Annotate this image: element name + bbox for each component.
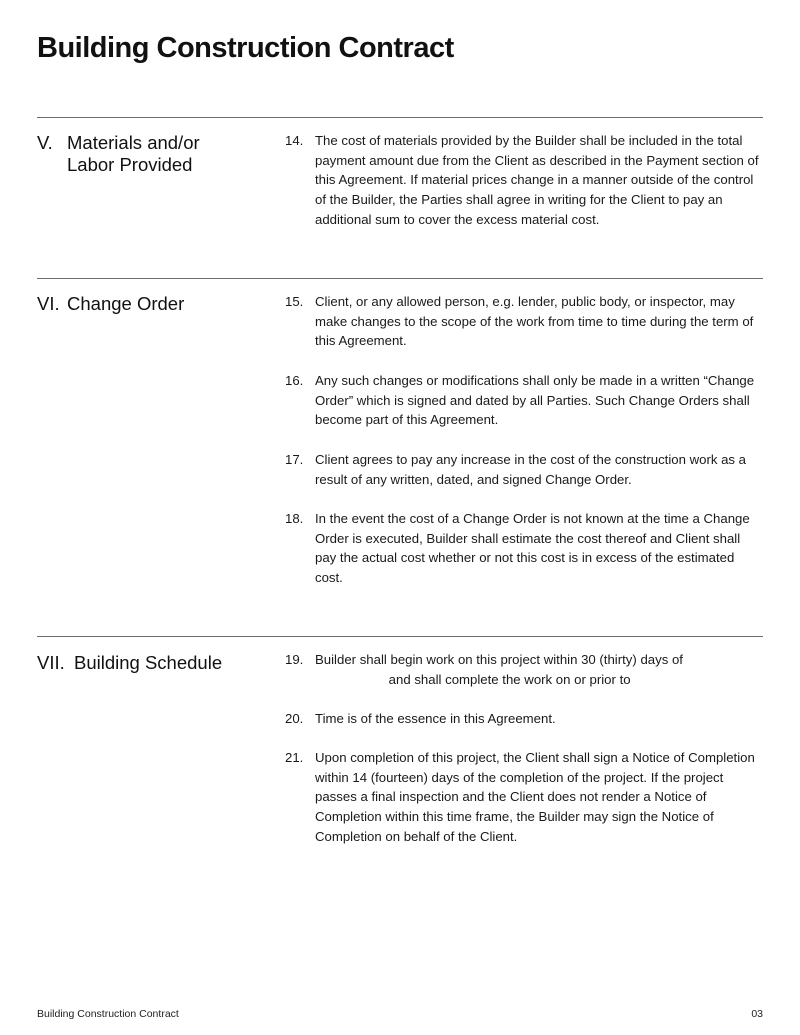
clause-20 [285,709,765,729]
clause-21 [285,748,765,847]
clause-16 [285,371,765,430]
clause-text [315,650,765,689]
date-blank[interactable] [315,683,385,684]
clause-text: In the event the cost of a Change Order is not known at the time a Change Order is executed, Builder shall estimate the cost thereof and Client shall pay the actual cost whether or not this cost is in excess of the estimated cost. [315,511,750,586]
clause-number: 19. [285,652,304,667]
section-numeral: V. [37,132,53,153]
clause-number: 20. [285,711,304,726]
section-title: Change Order [67,293,185,314]
document-title: Building Construction Contract [37,32,454,64]
section-heading-v [37,132,267,178]
clause-number: 17. [285,452,304,467]
clause-number: 18. [285,511,304,526]
clause-19 [285,650,765,689]
clause-number: 14. [285,133,304,148]
section-title: Building Schedule [74,652,223,673]
section-numeral: VI. [37,293,60,314]
clause-text: Client, or any allowed person, e.g. lender, public body, or inspector, may make changes to the scope of the work from time to time during the term of this Agreement. [315,294,754,349]
clause-text-line: Builder shall begin work on this project within 30 (thirty) days of [315,652,683,667]
clause-text: Client agrees to pay any increase in the cost of the construction work as a result of any written, dated, and signed Change Order. [315,452,747,487]
clause-text: The cost of materials provided by the Builder shall be included in the total payment amount due from the Client as described in the Payment section of this Agreement. If material prices change in a manner outside of the control of the Builder, the Parties shall agree in writing for the Client to pay an additional sum to cover the excess material cost. [315,133,759,227]
clause-number: 16. [285,373,304,388]
footer-page-number: 03 [751,1008,763,1020]
clause-text: Upon completion of this project, the Client shall sign a Notice of Completion within 14 (fourteen) days of the completion of the project. If the project passes a final inspection and the Client does not render a Notice of Completion within this time frame, the Builder may sign the Notice of Completion on behalf of the Client. [315,750,755,844]
section-numeral: VII. [37,652,65,673]
footer-document-title: Building Construction Contract [37,1008,179,1020]
clause-text: Time is of the essence in this Agreement. [315,711,556,726]
clause-18 [285,509,765,588]
clause-17 [285,450,765,489]
clause-14 [285,131,765,230]
section-divider [37,117,763,118]
clause-number: 15. [285,294,304,309]
section-divider [37,636,763,637]
clause-text-line: and shall complete the work on or prior to [388,671,631,687]
clause-number: 21. [285,750,304,765]
section-title: Materials and/or Labor Provided [67,132,200,175]
clause-text: Any such changes or modifications shall only be made in a written “Change Order” which is signed and dated by all Parties. Such Change Orders shall become part of this Agreement. [315,373,755,428]
section-divider [37,278,763,279]
clause-15 [285,292,765,351]
